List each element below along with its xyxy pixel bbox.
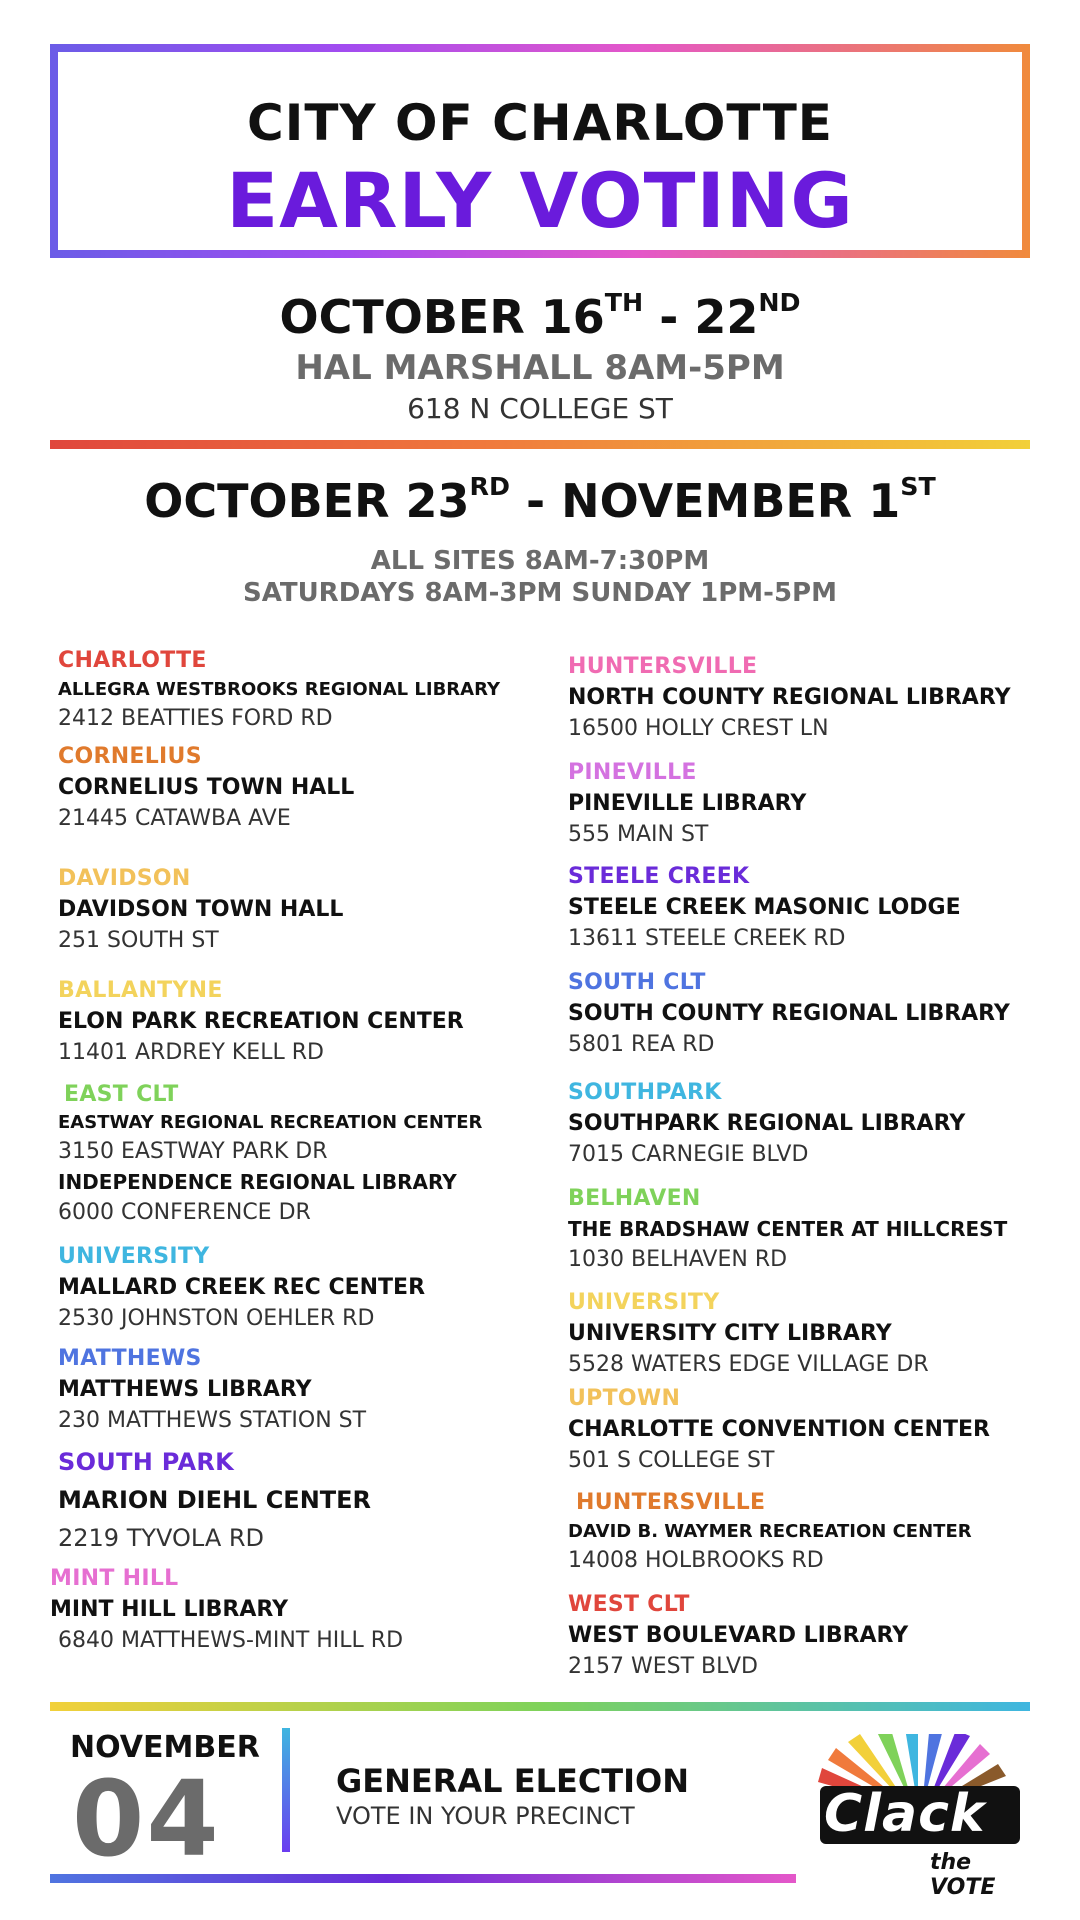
area-label: UNIVERSITY bbox=[58, 1244, 210, 1269]
period1-end-suffix: ND bbox=[758, 288, 801, 317]
logo-word: Clack bbox=[824, 1784, 986, 1844]
site-address: 2157 WEST BLVD bbox=[568, 1654, 758, 1679]
site-name: MALLARD CREEK REC CENTER bbox=[58, 1275, 426, 1300]
site-name: DAVIDSON TOWN HALL bbox=[58, 897, 344, 922]
area-label: HUNTERSVILLE bbox=[568, 654, 758, 679]
header-city: CITY OF CHARLOTTE bbox=[247, 94, 833, 152]
election-title: GENERAL ELECTION bbox=[336, 1762, 690, 1800]
site-address: 13611 STEELE CREEK RD bbox=[568, 926, 846, 951]
site-name: PINEVILLE LIBRARY bbox=[568, 791, 807, 816]
location-southpark bbox=[568, 1080, 965, 1167]
area-label: EAST CLT bbox=[64, 1082, 179, 1107]
area-label: SOUTHPARK bbox=[568, 1080, 722, 1105]
site-address: 1030 BELHAVEN RD bbox=[568, 1247, 788, 1272]
site-name: UNIVERSITY CITY LIBRARY bbox=[568, 1321, 892, 1346]
area-label: HUNTERSVILLE bbox=[576, 1490, 766, 1515]
site-address: 2219 TYVOLA RD bbox=[58, 1524, 265, 1552]
period1-address: 618 N COLLEGE ST bbox=[407, 392, 673, 425]
area-label: SOUTH PARK bbox=[58, 1448, 235, 1476]
period2-dates bbox=[0, 474, 1080, 528]
site-name: MARION DIEHL CENTER bbox=[58, 1486, 372, 1514]
area-label: PINEVILLE bbox=[568, 760, 697, 785]
site-name: CHARLOTTE CONVENTION CENTER bbox=[568, 1417, 990, 1442]
site-name-2: INDEPENDENCE REGIONAL LIBRARY bbox=[58, 1170, 457, 1194]
period1-site-hours: HAL MARSHALL 8AM-5PM bbox=[295, 348, 785, 388]
location-west-clt bbox=[568, 1592, 908, 1679]
location-charlotte bbox=[58, 648, 500, 731]
divider-warm bbox=[50, 440, 1030, 449]
period2-hours-weekend: SATURDAYS 8AM-3PM SUNDAY 1PM-5PM bbox=[243, 578, 837, 608]
location-east-clt bbox=[64, 1082, 179, 1107]
site-address: 3150 EASTWAY PARK DR bbox=[58, 1139, 328, 1164]
location-matthews bbox=[58, 1346, 366, 1433]
site-name: EASTWAY REGIONAL RECREATION CENTER bbox=[58, 1112, 483, 1133]
area-label: BELHAVEN bbox=[568, 1186, 701, 1211]
footer-separator bbox=[282, 1728, 290, 1852]
site-address: 251 SOUTH ST bbox=[58, 928, 219, 953]
site-address: 7015 CARNEGIE BLVD bbox=[568, 1142, 809, 1167]
period1-dates bbox=[0, 290, 1080, 344]
location-ballantyne bbox=[58, 978, 464, 1065]
site-name: ALLEGRA WESTBROOKS REGIONAL LIBRARY bbox=[58, 679, 501, 700]
location-mint-hill bbox=[50, 1566, 403, 1653]
site-address: 501 S COLLEGE ST bbox=[568, 1448, 775, 1473]
site-address: 14008 HOLBROOKS RD bbox=[568, 1548, 824, 1573]
period2-end-suffix: ST bbox=[900, 472, 936, 501]
period1-start: OCTOBER 16 bbox=[279, 290, 605, 344]
area-label: BALLANTYNE bbox=[58, 978, 223, 1003]
site-address: 2530 JOHNSTON OEHLER RD bbox=[58, 1306, 375, 1331]
period2-start-suffix: RD bbox=[469, 472, 511, 501]
location-uptown bbox=[568, 1386, 990, 1473]
site-name: WEST BOULEVARD LIBRARY bbox=[568, 1623, 909, 1648]
location-huntersville-waymer bbox=[568, 1490, 972, 1573]
location-pineville bbox=[568, 760, 806, 847]
period2-end: - NOVEMBER 1 bbox=[510, 474, 901, 528]
location-cornelius bbox=[58, 744, 354, 831]
area-label: UPTOWN bbox=[568, 1386, 681, 1411]
area-label: WEST CLT bbox=[568, 1592, 690, 1617]
site-name: CORNELIUS TOWN HALL bbox=[58, 775, 355, 800]
location-south-park bbox=[58, 1448, 371, 1552]
site-name: SOUTHPARK REGIONAL LIBRARY bbox=[568, 1111, 966, 1136]
area-label: CORNELIUS bbox=[58, 744, 202, 769]
location-belhaven bbox=[568, 1186, 1007, 1272]
location-steele-creek bbox=[568, 864, 961, 951]
site-address: 5801 REA RD bbox=[568, 1032, 715, 1057]
site-address: 2412 BEATTIES FORD RD bbox=[58, 706, 333, 731]
site-name: SOUTH COUNTY REGIONAL LIBRARY bbox=[568, 1001, 1010, 1026]
location-university bbox=[58, 1244, 425, 1331]
header-title: EARLY VOTING bbox=[226, 156, 854, 245]
site-address: 5528 WATERS EDGE VILLAGE DR bbox=[568, 1352, 929, 1377]
site-address-2: 6000 CONFERENCE DR bbox=[58, 1200, 311, 1225]
location-south-clt bbox=[568, 970, 1010, 1057]
location-davidson bbox=[58, 866, 343, 953]
location-east-clt-sites bbox=[58, 1112, 482, 1225]
area-label: SOUTH CLT bbox=[568, 970, 706, 995]
period1-start-suffix: TH bbox=[604, 288, 644, 317]
site-address: 230 MATTHEWS STATION ST bbox=[58, 1408, 367, 1433]
site-address: 6840 MATTHEWS-MINT HILL RD bbox=[58, 1628, 404, 1653]
area-label: MINT HILL bbox=[50, 1566, 179, 1591]
site-name: MINT HILL LIBRARY bbox=[50, 1597, 289, 1622]
election-month: NOVEMBER bbox=[70, 1730, 260, 1765]
site-name: THE BRADSHAW CENTER AT HILLCREST bbox=[568, 1217, 1008, 1241]
site-address: 16500 HOLLY CREST LN bbox=[568, 716, 829, 741]
period1-end: - 22 bbox=[643, 290, 759, 344]
site-name: DAVID B. WAYMER RECREATION CENTER bbox=[568, 1521, 972, 1542]
period2-start: OCTOBER 23 bbox=[144, 474, 470, 528]
clack-the-vote-logo bbox=[806, 1734, 1030, 1900]
divider-cool bbox=[50, 1702, 1030, 1711]
site-name: MATTHEWS LIBRARY bbox=[58, 1377, 312, 1402]
site-address: 21445 CATAWBA AVE bbox=[58, 806, 291, 831]
site-name: STEELE CREEK MASONIC LODGE bbox=[568, 895, 961, 920]
area-label: UNIVERSITY bbox=[568, 1290, 720, 1315]
location-university-city bbox=[568, 1290, 929, 1377]
election-subtitle: VOTE IN YOUR PRECINCT bbox=[336, 1802, 635, 1830]
logo-tagline: the VOTE bbox=[930, 1850, 996, 1900]
location-huntersville-north bbox=[568, 654, 1011, 741]
site-address: 555 MAIN ST bbox=[568, 822, 709, 847]
header-box bbox=[50, 44, 1030, 258]
period2-hours-all: ALL SITES 8AM-7:30PM bbox=[370, 546, 710, 576]
area-label: DAVIDSON bbox=[58, 866, 191, 891]
area-label: CHARLOTTE bbox=[58, 648, 207, 673]
site-address: 11401 ARDREY KELL RD bbox=[58, 1040, 324, 1065]
area-label: MATTHEWS bbox=[58, 1346, 202, 1371]
election-day: 04 bbox=[72, 1758, 221, 1880]
site-name: ELON PARK RECREATION CENTER bbox=[58, 1009, 464, 1034]
area-label: STEELE CREEK bbox=[568, 864, 750, 889]
site-name: NORTH COUNTY REGIONAL LIBRARY bbox=[568, 685, 1011, 710]
